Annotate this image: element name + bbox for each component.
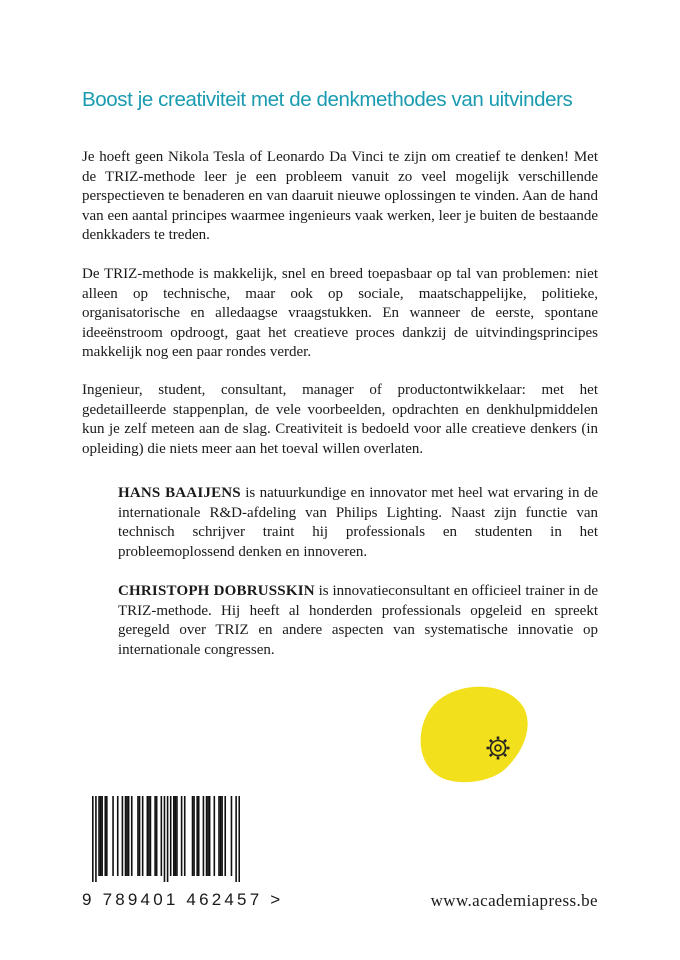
barcode-bar [220, 796, 222, 876]
barcode-bar [224, 796, 226, 876]
barcode-bar [126, 796, 128, 876]
barcode-bar [207, 796, 209, 876]
barcode-bar [154, 796, 156, 876]
barcode-bar [184, 796, 186, 876]
barcode-bar [104, 796, 106, 876]
barcode-bar [147, 796, 149, 876]
barcode-bar [206, 796, 208, 876]
author-description: is natuurkundige en innovator met heel wat ervaring in de internationale R&D-afdeling van Philips Lighting. Naast zijn functie van technisch schrijver traint hij professionals en studenten in het probleemoplossend denken en innoveren. [118, 485, 598, 560]
barcode-bar [203, 796, 205, 876]
barcode-bar [117, 796, 119, 876]
barcode-bar [231, 796, 233, 876]
author-bio-hans-baaijens [118, 484, 598, 562]
barcode-bar [122, 796, 124, 876]
barcode-bar [95, 796, 97, 882]
barcode-bar [238, 796, 240, 882]
headline: Boost je creativiteit met de denkmethodes van uitvinders [82, 88, 573, 111]
barcode-bar [221, 796, 223, 876]
barcode-bar [161, 796, 163, 876]
blurb-paragraph-2: De TRIZ-methode is makkelijk, snel en breed toepasbaar op tal van problemen: niet alleen op technische, maar ook op sociale, maatschappelijke, politieke, organisatorische en alledaagse vraagstukken. En wanneer de eerste, spontane ideeënstroom opdroogt, gaat het creatieve proces dankzij de uitvindingsprincipes makkelijk nog een paar rondes verder. [82, 266, 598, 360]
barcode-bar [176, 796, 178, 876]
barcode-bar [193, 796, 195, 876]
barcode-bar [139, 796, 141, 876]
barcode-bar [181, 796, 183, 876]
barcode-bar [209, 796, 211, 876]
barcode-bar [131, 796, 133, 876]
isbn-number: 9 789401 462457 > [82, 890, 284, 909]
author-name: CHRISTOPH DOBRUSSKIN [118, 583, 315, 599]
barcode-bar [196, 796, 198, 876]
barcode-bar [101, 796, 103, 876]
barcode-bar [192, 796, 194, 876]
barcode-bar [175, 796, 177, 876]
barcode-bar [164, 796, 166, 882]
barcode-bar [214, 796, 216, 876]
barcode-bar [98, 796, 100, 876]
barcode-bar [235, 796, 237, 882]
barcode-bar [106, 796, 108, 876]
isbn-barcode [92, 796, 240, 882]
barcode-bar [125, 796, 127, 876]
publisher-logo [418, 684, 530, 786]
blurb-paragraph-3: Ingenieur, student, consultant, manager of productontwikkelaar: met het gedetailleerde stappenplan, de vele voorbeelden, opdrachten en denkhulpmiddelen kun je zelf meteen aan de slag. Creativiteit is bedoeld voor alle creatieve denkers (in opleiding) die niets meer aan het toeval willen overlaten. [82, 382, 598, 457]
barcode-bar [167, 796, 169, 882]
barcode-bar [148, 796, 150, 876]
barcode-bar [92, 796, 94, 882]
barcode-bar [128, 796, 130, 876]
author-bio-christoph-dobrusskin [118, 582, 598, 660]
barcode-bar [100, 796, 102, 876]
barcode-bar [170, 796, 172, 876]
barcode-bar [156, 796, 158, 876]
blurb-paragraph-1: Je hoeft geen Nikola Tesla of Leonardo Da Vinci te zijn om creatief te denken! Met de TRIZ-methode leer je een probleem vanuit zo veel mogelijk verschillende perspectieven te benaderen en van daaruit nieuwe oplossingen te vinden. Aan de hand van een aantal principes waarmee ingenieurs vaak werken, leer je buiten de bestaande denkkaders te treden. [82, 149, 598, 243]
yellow-blob-shape [421, 687, 528, 783]
barcode-bar [112, 796, 114, 876]
publisher-url[interactable]: www.academiapress.be [430, 891, 598, 910]
author-name: HANS BAAIJENS [118, 485, 241, 501]
barcode-bar [218, 796, 220, 876]
barcode-bar [198, 796, 200, 876]
barcode-bar [142, 796, 144, 876]
author-description: is innovatieconsultant en officieel trainer in de TRIZ-methode. Hij heeft al honderden professionals opgeleid en spreekt geregeld over TRIZ en andere aspecten van systematische innovatie op internationale congressen. [118, 583, 598, 658]
barcode-bar [173, 796, 175, 876]
barcode-bar [150, 796, 152, 876]
barcode-bar [137, 796, 139, 876]
